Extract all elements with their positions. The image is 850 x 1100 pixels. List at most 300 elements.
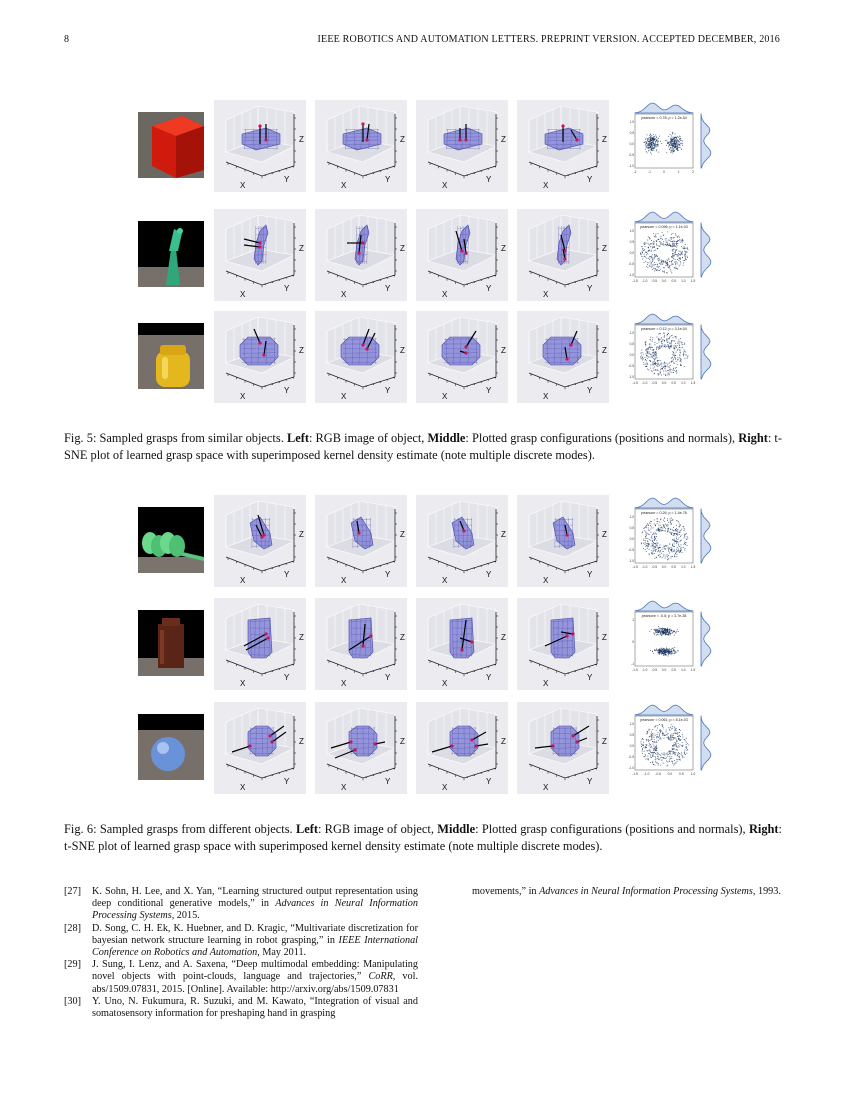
reference-venue: Advances in Neural Information Processing Systems xyxy=(539,886,753,897)
kde-top xyxy=(635,498,693,508)
object-shape xyxy=(156,351,190,387)
y-tick-label: -1.0 xyxy=(628,559,634,563)
reference-authors: Y. Uno, N. Fukumura, R. Suzuki, and M. Kawato, “Integration of visual and somatosensory information for preshaping hand in grasping xyxy=(92,995,418,1020)
axis-label-z: Z xyxy=(501,244,506,253)
axis-label-y: Y xyxy=(284,386,290,395)
axis-label-z: Z xyxy=(299,135,304,144)
axis-label-y: Y xyxy=(385,673,391,682)
y-tick-label: -1.0 xyxy=(628,273,634,277)
axis-label-z: Z xyxy=(400,135,405,144)
y-tick-labels xyxy=(629,120,635,168)
running-head: IEEE ROBOTICS AND AUTOMATION LETTERS. PREPRINT VERSION. ACCEPTED DECEMBER, 2016 xyxy=(317,34,780,45)
grasp-point xyxy=(349,740,352,743)
caption-right-label: Right xyxy=(738,431,768,445)
grasp-point xyxy=(361,644,364,647)
grasp-point xyxy=(565,634,568,637)
axis-label-y: Y xyxy=(284,175,290,184)
rgb-image xyxy=(138,323,204,389)
caption-right-text: : t-SNE plot of learned grasp space with superimposed kernel density estimate (note multiple discrete modes). xyxy=(64,822,782,853)
y-tick-label: -1.0 xyxy=(628,164,634,168)
caption-prefix: Fig. 5: Sampled grasps from similar objects. xyxy=(64,431,287,445)
grasp-point xyxy=(266,636,269,639)
figure-row-green-spiral xyxy=(138,495,718,587)
axis-label-y: Y xyxy=(486,386,492,395)
figure-6-caption xyxy=(64,821,782,855)
grasp-point xyxy=(369,634,372,637)
axis-label-x: X xyxy=(543,783,549,792)
axis-label-y: Y xyxy=(587,570,593,579)
grasp-point xyxy=(258,341,261,344)
grasp-point xyxy=(260,535,263,538)
tsne-plot xyxy=(625,495,713,587)
rgb-image xyxy=(138,507,204,573)
axis-label-y: Y xyxy=(587,673,593,682)
y-tick-label: 1.0 xyxy=(629,722,634,726)
figure-5-caption xyxy=(64,430,782,464)
x-tick-label: 0.0 xyxy=(661,565,667,569)
grasp-plot-4 xyxy=(517,702,609,794)
axis-label-x: X xyxy=(240,679,246,688)
axis-label-y: Y xyxy=(486,284,492,293)
grasp-point xyxy=(270,740,273,743)
reference-venue: IEEE International Conference on Robotics and Automation xyxy=(92,934,418,959)
axis-label-z: Z xyxy=(299,244,304,253)
y-tick-label: 0.5 xyxy=(629,342,634,346)
reference-number: [29] xyxy=(64,959,81,971)
y-tick-label: 0 xyxy=(632,640,634,644)
grasp-plot-1 xyxy=(214,495,306,587)
grasp-plot-2 xyxy=(315,495,407,587)
reference-venue: CoRR xyxy=(368,971,393,983)
x-tick-label: 0.0 xyxy=(661,279,667,283)
grasp-plot-1 xyxy=(214,311,306,403)
x-tick-labels xyxy=(632,381,695,385)
grasp-point xyxy=(353,748,356,751)
x-tick-label: -1.5 xyxy=(632,279,638,283)
x-tick-label: 0.5 xyxy=(671,381,676,385)
x-tick-label: -1.0 xyxy=(641,381,648,385)
tsne-plot xyxy=(625,702,713,794)
axis-label-z: Z xyxy=(299,633,304,642)
grasp-plot-2 xyxy=(315,598,407,690)
x-tick-label: -2 xyxy=(633,170,637,174)
y-tick-label: 0.0 xyxy=(629,142,634,146)
grasp-plot-4 xyxy=(517,100,609,192)
reference-authors: D. Song, C. H. Ek, K. Huebner, and D. Kragic, “Multivariate discretization for bayesian network structure learning in robot grasping,” in xyxy=(92,922,418,946)
x-tick-label: 0.5 xyxy=(679,772,684,776)
x-tick-label: 1.5 xyxy=(690,668,696,672)
axis-label-z: Z xyxy=(602,737,607,746)
scatter-axes xyxy=(635,716,693,770)
axis-label-x: X xyxy=(341,679,347,688)
grasp-plot-1 xyxy=(214,702,306,794)
kde-right xyxy=(701,325,711,379)
axis-label-y: Y xyxy=(587,386,593,395)
grasp-plot-4 xyxy=(517,311,609,403)
y-tick-label: 0.5 xyxy=(629,131,634,135)
x-tick-labels xyxy=(632,668,695,672)
grasp-point xyxy=(258,124,261,127)
axis-label-x: X xyxy=(442,679,448,688)
caption-left-text: : RGB image of object, xyxy=(317,822,438,836)
x-tick-label: 1.5 xyxy=(690,279,696,283)
y-tick-label: 1 xyxy=(632,618,634,622)
tsne-plot xyxy=(625,598,713,690)
figure-row-red-cube xyxy=(138,100,718,192)
grasp-plot-3 xyxy=(416,311,508,403)
caption-prefix: Fig. 6: Sampled grasps from different objects. xyxy=(64,822,296,836)
axis-label-x: X xyxy=(341,576,347,585)
axis-label-z: Z xyxy=(602,530,607,539)
grasp-plot-2 xyxy=(315,702,407,794)
reference-authors: K. Sohn, H. Lee, and X. Yan, “Learning structured output representation using deep conditional generative models,” in xyxy=(92,886,418,910)
x-tick-label: 1.5 xyxy=(690,565,696,569)
grasp-plot-3 xyxy=(416,598,508,690)
axis-label-x: X xyxy=(442,576,448,585)
caption-middle-label: Middle xyxy=(437,822,476,836)
axis-label-z: Z xyxy=(501,135,506,144)
grasp-point xyxy=(365,347,368,350)
y-tick-label: 0.0 xyxy=(629,537,634,541)
axis-label-y: Y xyxy=(385,386,391,395)
grasp-point xyxy=(569,343,572,346)
grasp-point xyxy=(264,632,267,635)
grasp-point xyxy=(571,734,574,737)
grasp-point xyxy=(268,734,271,737)
axis-label-z: Z xyxy=(602,346,607,355)
x-tick-label: 1.5 xyxy=(690,381,696,385)
x-tick-labels xyxy=(632,279,695,283)
reference-29 xyxy=(64,959,418,996)
kde-top xyxy=(635,705,693,715)
x-tick-labels xyxy=(634,170,695,174)
x-tick-label: -0.5 xyxy=(655,772,661,776)
object-part xyxy=(169,535,185,557)
axis-label-x: X xyxy=(341,392,347,401)
x-tick-label: -1.0 xyxy=(643,772,650,776)
kde-right xyxy=(701,716,711,770)
x-tick-label: -1.0 xyxy=(641,668,648,672)
reference-continuation-text: movements,” in xyxy=(472,886,540,897)
reference-30-continued xyxy=(444,886,782,898)
y-tick-label: 0.0 xyxy=(629,744,634,748)
kde-top xyxy=(635,103,693,113)
tsne-title: pearsonr = 0.12; p = 3.1e-04 xyxy=(641,327,687,331)
grasp-point xyxy=(373,742,376,745)
y-tick-label: -0.5 xyxy=(628,153,634,157)
y-tick-labels xyxy=(631,618,634,666)
y-tick-label: 1.0 xyxy=(629,515,634,519)
axis-label-y: Y xyxy=(587,777,593,786)
figure-row-blue-ball xyxy=(138,702,718,794)
axis-label-x: X xyxy=(240,783,246,792)
grasp-point xyxy=(464,345,467,348)
reference-tail: , vol. abs/1509.07831, 2015. [Online]. Available: http://arxiv.org/abs/1509.07831 xyxy=(92,971,418,995)
reference-number: [27] xyxy=(64,886,81,897)
axis-label-y: Y xyxy=(284,570,290,579)
y-tick-labels xyxy=(629,515,635,563)
grasp-plot-3 xyxy=(416,495,508,587)
figure-row-brown-box xyxy=(138,598,718,690)
axis-label-x: X xyxy=(442,290,448,299)
axis-label-y: Y xyxy=(385,175,391,184)
x-tick-label: 1.0 xyxy=(681,668,686,672)
grasp-point xyxy=(571,632,574,635)
grasp-plot-4 xyxy=(517,598,609,690)
figure-row-green-spray xyxy=(138,209,718,301)
grasp-point xyxy=(575,740,578,743)
axis-label-x: X xyxy=(341,783,347,792)
grasp-point xyxy=(464,138,467,141)
grasp-point xyxy=(357,251,360,254)
y-tick-label: 0.5 xyxy=(629,733,634,737)
x-tick-label: -1.0 xyxy=(641,565,648,569)
reference-tail: , 2015. xyxy=(171,910,200,922)
x-tick-label: 0.5 xyxy=(671,668,676,672)
reference-venue: Advances in Neural Information Processing Systems xyxy=(92,898,418,922)
grasp-point xyxy=(474,744,477,747)
grasp-point xyxy=(464,251,467,254)
y-tick-label: -1.0 xyxy=(628,766,634,770)
grasp-plot-2 xyxy=(315,311,407,403)
axis-label-y: Y xyxy=(486,673,492,682)
caption-right-label: Right xyxy=(748,822,779,836)
grasp-point xyxy=(262,353,265,356)
axis-label-x: X xyxy=(442,392,448,401)
y-tick-label: 0.5 xyxy=(629,240,634,244)
page-header xyxy=(0,34,850,48)
axis-label-z: Z xyxy=(400,633,405,642)
kde-top xyxy=(635,314,693,324)
caption-left-label: Left xyxy=(295,822,318,836)
grasp-point xyxy=(258,241,261,244)
reference-28 xyxy=(64,923,418,960)
axis-label-x: X xyxy=(543,576,549,585)
grasp-scene xyxy=(450,618,474,658)
grasp-point xyxy=(248,744,251,747)
y-tick-labels xyxy=(629,229,635,277)
kde-right xyxy=(701,223,711,277)
caption-left-label: Left xyxy=(286,431,309,445)
axis-label-y: Y xyxy=(284,284,290,293)
axis-label-y: Y xyxy=(587,175,593,184)
grasp-point xyxy=(565,357,568,360)
caption-right-text: : t-SNE plot of learned grasp space with superimposed kernel density estimate (note multiple discrete modes). xyxy=(64,431,783,462)
grasp-point xyxy=(361,343,364,346)
x-tick-label: 1 xyxy=(677,170,680,174)
caption-middle-text: : Plotted grasp configurations (positions and normals), xyxy=(475,822,749,836)
reference-authors: J. Sung, I. Lenz, and A. Saxena, “Deep multimodal embedding: Manipulating novel objects with point-clouds, language and trajectories,” xyxy=(92,959,418,983)
tsne-plot xyxy=(625,100,713,192)
grasp-scene xyxy=(244,618,272,658)
x-tick-label: -1.5 xyxy=(632,668,638,672)
grasp-point xyxy=(460,249,463,252)
grasp-plot-4 xyxy=(517,209,609,301)
caption-middle-text: : Plotted grasp configurations (positions and normals), xyxy=(465,431,739,445)
grasp-point xyxy=(365,138,368,141)
y-tick-label: -0.5 xyxy=(628,364,634,368)
x-tick-labels xyxy=(632,565,695,569)
scatter-axes xyxy=(635,612,693,666)
rgb-image xyxy=(138,221,204,287)
grasp-scene xyxy=(349,618,373,658)
axis-label-z: Z xyxy=(501,633,506,642)
reference-number: [28] xyxy=(64,922,81,934)
y-tick-labels xyxy=(629,331,635,379)
tsne-plot xyxy=(625,311,713,403)
axis-label-z: Z xyxy=(400,530,405,539)
axis-label-x: X xyxy=(341,181,347,190)
y-tick-labels xyxy=(629,722,635,770)
rgb-image xyxy=(138,610,204,676)
x-tick-label: 0.5 xyxy=(671,565,676,569)
x-tick-label: 2 xyxy=(692,170,694,174)
x-tick-label: -0.5 xyxy=(651,668,658,672)
grasp-plot-3 xyxy=(416,100,508,192)
x-tick-label: 1.0 xyxy=(690,772,696,776)
axis-label-x: X xyxy=(543,679,549,688)
axis-label-y: Y xyxy=(385,570,391,579)
x-tick-label: -0.5 xyxy=(651,279,658,283)
tsne-plot xyxy=(625,209,713,301)
x-tick-label: 0.0 xyxy=(667,772,673,776)
x-tick-labels xyxy=(632,772,695,776)
x-tick-label: 1.0 xyxy=(681,381,686,385)
y-tick-label: 1.0 xyxy=(629,229,634,233)
kde-right xyxy=(701,509,711,563)
axis-label-y: Y xyxy=(284,777,290,786)
axis-label-y: Y xyxy=(587,284,593,293)
scatter-axes xyxy=(635,114,693,168)
x-tick-label: -1.0 xyxy=(641,279,648,283)
axis-label-y: Y xyxy=(385,777,391,786)
axis-label-x: X xyxy=(341,290,347,299)
y-tick-label: -1.0 xyxy=(628,375,634,379)
axis-label-x: X xyxy=(442,783,448,792)
axis-label-z: Z xyxy=(299,346,304,355)
axis-label-z: Z xyxy=(602,135,607,144)
tsne-title: pearsonr = 0.096; p = 1.1e-03 xyxy=(640,225,688,229)
y-tick-label: 0.0 xyxy=(629,353,634,357)
rgb-image xyxy=(138,112,204,178)
reference-27 xyxy=(64,886,418,923)
tsne-title: pearsonr = 0.061; p = 8.1e-03 xyxy=(640,718,688,722)
x-tick-label: -0.5 xyxy=(651,381,658,385)
y-tick-label: -0.5 xyxy=(628,755,634,759)
axis-label-z: Z xyxy=(400,346,405,355)
axis-label-z: Z xyxy=(299,737,304,746)
grasp-point xyxy=(551,744,554,747)
grasp-point xyxy=(361,241,364,244)
grasp-plot-3 xyxy=(416,209,508,301)
y-tick-label: -1 xyxy=(631,662,634,666)
axis-label-y: Y xyxy=(385,284,391,293)
axis-label-y: Y xyxy=(486,777,492,786)
x-tick-label: -1.5 xyxy=(632,565,638,569)
x-tick-label: 0.0 xyxy=(661,668,667,672)
x-tick-label: -1 xyxy=(648,170,651,174)
page-number: 8 xyxy=(64,34,69,45)
grasp-point xyxy=(258,245,261,248)
axis-label-x: X xyxy=(240,392,246,401)
y-tick-label: 0.5 xyxy=(629,526,634,530)
tsne-title: pearsonr = -0.5; p = 3.7e-38 xyxy=(641,614,687,618)
reference-tail: , 1993. xyxy=(752,886,781,897)
grasp-point xyxy=(462,529,465,532)
grasp-point xyxy=(264,138,267,141)
grasp-plot-3 xyxy=(416,702,508,794)
axis-label-z: Z xyxy=(400,737,405,746)
x-tick-label: -0.5 xyxy=(651,565,658,569)
axis-label-x: X xyxy=(240,181,246,190)
grasp-point xyxy=(575,138,578,141)
y-tick-label: -0.5 xyxy=(628,262,634,266)
grasp-point xyxy=(565,533,568,536)
x-tick-label: 1.0 xyxy=(681,565,686,569)
axis-label-z: Z xyxy=(501,530,506,539)
axis-label-z: Z xyxy=(400,244,405,253)
kde-top xyxy=(635,601,693,611)
references-right-column xyxy=(444,886,782,898)
y-tick-label: -0.5 xyxy=(628,548,634,552)
tsne-title: pearsonr = 0.78; p = 1.2e-54 xyxy=(641,116,687,120)
axis-label-y: Y xyxy=(284,673,290,682)
y-tick-label: 1.0 xyxy=(629,120,634,124)
kde-top xyxy=(635,212,693,222)
axis-label-z: Z xyxy=(501,346,506,355)
grasp-plot-2 xyxy=(315,209,407,301)
rgb-image xyxy=(138,714,204,780)
axis-label-x: X xyxy=(240,576,246,585)
grasp-plot-2 xyxy=(315,100,407,192)
grasp-point xyxy=(561,124,564,127)
grasp-point xyxy=(470,640,473,643)
kde-right xyxy=(701,612,711,666)
x-tick-label: -1.5 xyxy=(632,772,638,776)
grasp-point xyxy=(460,648,463,651)
grasp-point xyxy=(458,138,461,141)
reference-tail: , May 2011. xyxy=(257,947,307,959)
axis-label-x: X xyxy=(240,290,246,299)
axis-label-z: Z xyxy=(299,530,304,539)
tsne-title: pearsonr = 0.26; p = 1.4e-76 xyxy=(641,511,687,515)
x-tick-label: 0.0 xyxy=(661,381,667,385)
axis-label-x: X xyxy=(543,392,549,401)
caption-middle-label: Middle xyxy=(427,431,466,445)
kde-right xyxy=(701,114,711,168)
grasp-plot-4 xyxy=(517,495,609,587)
y-tick-label: 0.0 xyxy=(629,251,634,255)
grasp-point xyxy=(470,738,473,741)
axis-label-z: Z xyxy=(602,244,607,253)
x-tick-label: 0 xyxy=(663,170,665,174)
y-tick-label: 1.0 xyxy=(629,331,634,335)
grasp-point xyxy=(361,122,364,125)
x-tick-label: 1.0 xyxy=(681,279,686,283)
x-tick-label: 0.5 xyxy=(671,279,676,283)
axis-label-y: Y xyxy=(486,570,492,579)
grasp-plot-1 xyxy=(214,209,306,301)
grasp-point xyxy=(563,257,566,260)
axis-label-z: Z xyxy=(501,737,506,746)
caption-left-text: : RGB image of object, xyxy=(308,431,428,445)
reference-number: [30] xyxy=(64,995,81,1007)
axis-label-x: X xyxy=(543,290,549,299)
axis-label-x: X xyxy=(442,181,448,190)
grasp-plot-1 xyxy=(214,100,306,192)
figure-row-yellow-jar xyxy=(138,311,718,403)
grasp-plot-1 xyxy=(214,598,306,690)
